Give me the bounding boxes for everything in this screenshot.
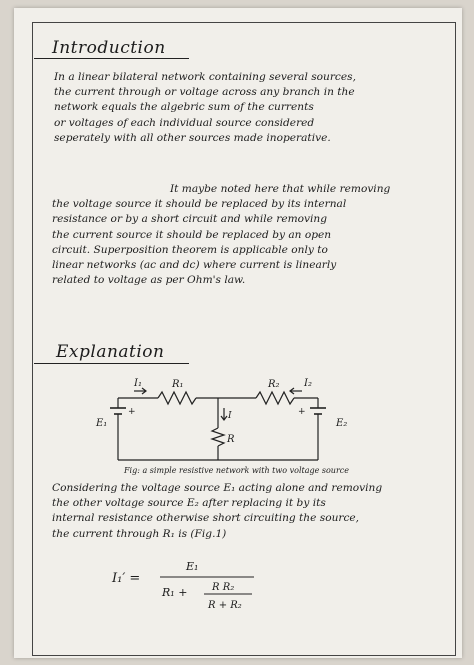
text-line: resistance or by a short circuit and while removing — [52, 213, 327, 226]
resistor-r — [212, 428, 224, 446]
explanation-heading: Explanation — [56, 342, 165, 362]
formula-den-left: R₁ + — [162, 586, 188, 599]
label-r: R — [227, 434, 235, 445]
introduction-heading: Introduction — [52, 38, 166, 58]
label-i2: I₂ — [304, 378, 312, 389]
label-i1: I₁ — [134, 378, 142, 389]
text-line: linear networks (ac and dc) where current is linearly — [52, 259, 337, 272]
text-line: the current through R₁ is (Fig.1) — [52, 527, 227, 540]
resistor-r1 — [158, 392, 196, 404]
formula-inner-denominator: R + R₂ — [208, 600, 242, 611]
explanation-underline — [34, 363, 189, 364]
formula-inner-numerator: R R₂ — [212, 582, 235, 593]
introduction-underline — [34, 58, 189, 59]
label-r2: R₂ — [268, 379, 280, 390]
text-line: the current through or voltage across any branch in the — [54, 86, 355, 99]
text-line: related to voltage as per Ohm's law. — [52, 274, 246, 287]
introduction-paragraph-1 — [54, 70, 356, 146]
text-line: internal resistance otherwise short circuiting the source, — [52, 512, 360, 525]
circuit-diagram — [84, 370, 384, 470]
text-line: the other voltage source E₂ after replacing it by its — [52, 497, 326, 510]
label-plus-left: + — [128, 407, 136, 417]
formula-lhs: I₁′ = — [112, 571, 141, 586]
label-r1: R₁ — [172, 379, 184, 390]
resistor-r2 — [256, 392, 294, 404]
introduction-paragraph-2 — [52, 182, 390, 288]
text-line: It maybe noted here that while removing — [170, 183, 391, 195]
notebook-page — [14, 8, 462, 658]
label-e2: E₂ — [336, 418, 348, 429]
text-line: the voltage source it should be replaced by its internal — [52, 198, 347, 211]
formula-numerator: E₁ — [186, 560, 199, 573]
text-line: network equals the algebric sum of the currents — [54, 101, 314, 114]
text-line: or voltages of each individual source considered — [54, 116, 315, 129]
explanation-paragraph — [52, 481, 382, 542]
text-line: seperately with all other sources made inoperative. — [54, 131, 331, 144]
label-plus-right: + — [298, 407, 306, 417]
label-i: I — [228, 411, 232, 421]
label-e1: E₁ — [96, 418, 108, 429]
text-line: In a linear bilateral network containing several sources, — [54, 71, 356, 83]
figure-caption: Fig: a simple resistive network with two voltage source — [124, 466, 349, 475]
text-line: the current source it should be replaced by an open — [52, 228, 332, 241]
formula — [104, 548, 304, 628]
text-line: circuit. Superposition theorem is applicable only to — [52, 243, 328, 256]
text-line: Considering the voltage source E₁ acting alone and removing — [52, 482, 383, 494]
